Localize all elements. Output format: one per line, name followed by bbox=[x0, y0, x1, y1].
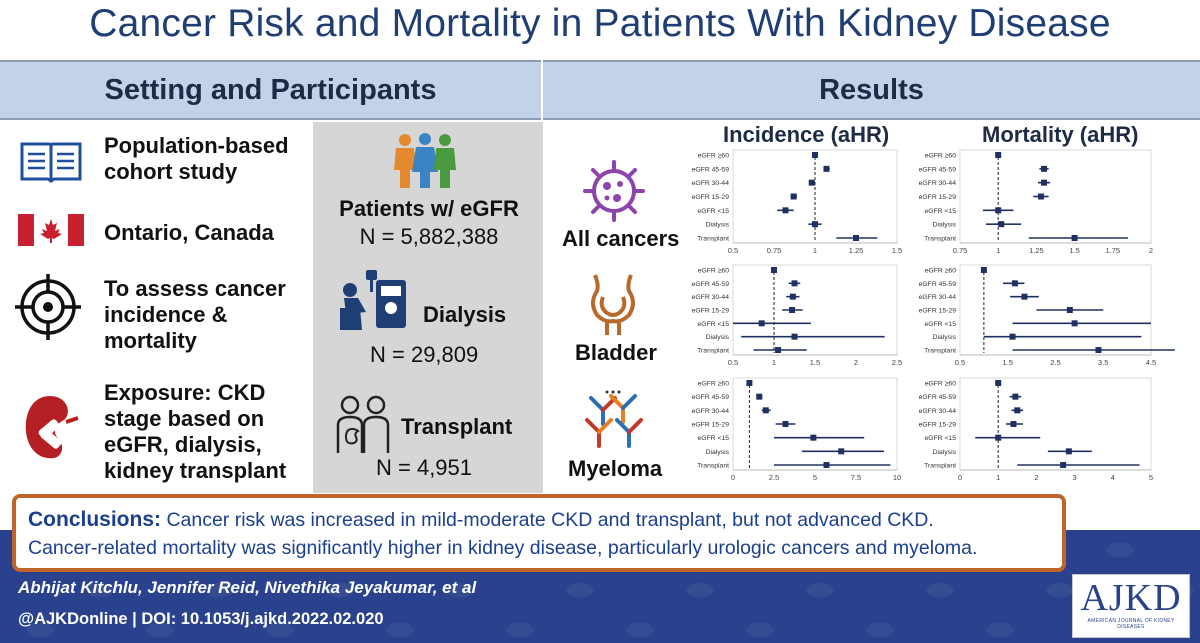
row-label: eGFR 45-59 bbox=[691, 394, 729, 402]
estimate-point bbox=[1012, 394, 1018, 400]
tick-label: 2.5 bbox=[768, 473, 780, 482]
plot-frame bbox=[733, 150, 897, 243]
estimate-point bbox=[981, 267, 987, 273]
estimate-point bbox=[791, 194, 797, 200]
row-label: eGFR 30-44 bbox=[918, 294, 956, 302]
estimate-point bbox=[1066, 448, 1072, 454]
incidence-title: Incidence (aHR) bbox=[723, 122, 890, 147]
item-cohort-line1: Population-based bbox=[104, 133, 289, 158]
item-location: Ontario, Canada bbox=[104, 220, 274, 245]
row-label: eGFR 30-44 bbox=[918, 407, 956, 415]
row-label: eGFR ≥60 bbox=[924, 267, 956, 275]
estimate-point bbox=[759, 320, 765, 326]
estimate-point bbox=[812, 221, 818, 227]
row-label: Transplant bbox=[697, 347, 729, 355]
conclusion-label: Conclusions: bbox=[28, 508, 162, 531]
tick-label: 1.25 bbox=[1029, 246, 1044, 255]
myeloma-icon bbox=[581, 390, 645, 450]
tick-label: 2 bbox=[853, 358, 859, 367]
row-label: Dialysis bbox=[932, 448, 956, 456]
estimate-point bbox=[1010, 421, 1016, 427]
cohort-egfr-label: Patients w/ eGFR bbox=[339, 196, 519, 221]
label-myeloma: Myeloma bbox=[568, 456, 663, 481]
row-label: eGFR <15 bbox=[697, 207, 729, 215]
row-label: eGFR 15-29 bbox=[918, 194, 956, 201]
estimate-point bbox=[763, 407, 769, 413]
tick-label: 0.75 bbox=[952, 246, 968, 255]
row-label: Dialysis bbox=[705, 334, 729, 342]
mortality-title: Mortality (aHR) bbox=[982, 122, 1139, 147]
row-label: Transplant bbox=[697, 235, 729, 243]
tick-label: 0.5 bbox=[727, 358, 739, 367]
plot-frame bbox=[960, 378, 1151, 470]
estimate-point bbox=[995, 380, 1001, 386]
setting-header: Setting and Participants bbox=[0, 60, 541, 120]
row-label: eGFR <15 bbox=[924, 320, 956, 328]
row-label: Dialysis bbox=[705, 221, 729, 229]
tick-label: 2.5 bbox=[891, 358, 903, 367]
estimate-point bbox=[782, 207, 788, 213]
cohort-transplant-count: N = 4,951 bbox=[376, 455, 473, 480]
row-label: eGFR 30-44 bbox=[691, 180, 729, 188]
row-label: eGFR ≥60 bbox=[697, 380, 729, 388]
tick-label: 0.5 bbox=[727, 246, 739, 255]
row-label: eGFR 45-59 bbox=[918, 280, 956, 288]
row-label: Transplant bbox=[924, 235, 956, 243]
row-label: eGFR <15 bbox=[924, 207, 956, 215]
tick-label: 5 bbox=[1148, 473, 1154, 482]
cancer-cell-icon bbox=[583, 160, 645, 222]
tick-label: 0.5 bbox=[954, 358, 966, 367]
item-exposure-line2: stage based on bbox=[104, 406, 265, 431]
row-label: eGFR <15 bbox=[697, 435, 729, 443]
estimate-point bbox=[746, 380, 752, 386]
row-label: eGFR 15-29 bbox=[918, 421, 956, 429]
row-label: Dialysis bbox=[705, 448, 729, 456]
estimate-point bbox=[1012, 280, 1018, 286]
tick-label: 1 bbox=[771, 358, 777, 367]
target-icon bbox=[14, 273, 82, 341]
estimate-point bbox=[995, 435, 1001, 441]
row-label: eGFR 45-59 bbox=[918, 394, 956, 402]
row-label: Transplant bbox=[924, 462, 956, 470]
tick-label: 3 bbox=[1072, 473, 1077, 482]
estimate-point bbox=[1067, 307, 1073, 313]
row-label: eGFR 15-29 bbox=[691, 307, 729, 315]
estimate-point bbox=[823, 462, 829, 468]
item-exposure-line3: eGFR, dialysis, bbox=[104, 432, 262, 457]
tick-label: 10 bbox=[892, 473, 902, 482]
estimate-point bbox=[995, 207, 1001, 213]
cohort-egfr-count: N = 5,882,388 bbox=[359, 224, 499, 249]
plot-frame bbox=[733, 265, 897, 355]
doi-link[interactable]: @AJKDonline | DOI: 10.1053/j.ajkd.2022.02.020 bbox=[18, 610, 384, 628]
item-cohort-line2: cohort study bbox=[104, 159, 238, 184]
tick-label: 1.75 bbox=[1105, 246, 1121, 255]
estimate-point bbox=[1072, 320, 1078, 326]
logo-subtitle: AMERICAN JOURNAL OF KIDNEY DISEASES bbox=[1087, 618, 1175, 630]
tick-label: 1.5 bbox=[891, 246, 903, 255]
authors: Abhijat Kitchlu, Jennifer Reid, Nivethika Jeyakumar, et al bbox=[18, 578, 477, 597]
row-label: Transplant bbox=[924, 347, 956, 355]
kidney-icon bbox=[20, 392, 82, 464]
plot-frame bbox=[733, 378, 897, 470]
bladder-icon bbox=[585, 271, 641, 337]
row-label: eGFR 45-59 bbox=[691, 280, 729, 288]
item-aim-line1: To assess cancer bbox=[104, 276, 286, 301]
people-icon bbox=[390, 132, 460, 190]
row-label: Transplant bbox=[697, 462, 729, 470]
conclusion-line2: Cancer-related mortality was significantly higher in kidney disease, particularly urologic cancers and myeloma. bbox=[28, 537, 978, 559]
tick-label: 0.75 bbox=[766, 246, 782, 255]
cohort-transplant-label: Transplant bbox=[401, 414, 513, 439]
item-exposure-line1: Exposure: CKD bbox=[104, 380, 266, 405]
tick-label: 2 bbox=[1148, 246, 1154, 255]
estimate-point bbox=[1072, 235, 1078, 241]
estimate-point bbox=[789, 307, 795, 313]
tick-label: 0 bbox=[730, 473, 736, 482]
estimate-point bbox=[1041, 166, 1047, 172]
estimate-point bbox=[792, 334, 798, 340]
estimate-point bbox=[782, 421, 788, 427]
row-label: eGFR 45-59 bbox=[918, 166, 956, 174]
estimate-point bbox=[775, 347, 781, 353]
estimate-point bbox=[1010, 334, 1016, 340]
row-label: eGFR ≥60 bbox=[924, 380, 956, 388]
row-label: eGFR 15-29 bbox=[691, 421, 729, 429]
cohort-dialysis-count: N = 29,809 bbox=[370, 342, 479, 367]
transplant-icon bbox=[334, 393, 394, 455]
row-label: eGFR ≥60 bbox=[924, 152, 956, 160]
estimate-point bbox=[823, 166, 829, 172]
tick-label: 0 bbox=[957, 473, 963, 482]
book-icon bbox=[20, 140, 82, 184]
plot-frame bbox=[960, 150, 1151, 243]
tick-label: 1 bbox=[996, 473, 1001, 482]
logo-text: AJKD bbox=[1080, 577, 1182, 619]
estimate-point bbox=[771, 267, 777, 273]
tick-label: 4 bbox=[1110, 473, 1115, 482]
row-label: eGFR ≥60 bbox=[697, 152, 729, 160]
estimate-point bbox=[1041, 180, 1047, 186]
estimate-point bbox=[1021, 294, 1027, 300]
tick-label: 3.5 bbox=[1098, 358, 1109, 367]
tick-label: 1.25 bbox=[848, 246, 864, 255]
page-title: Cancer Risk and Mortality in Patients With Kidney Disease bbox=[89, 2, 1111, 45]
row-label: eGFR 30-44 bbox=[691, 294, 729, 302]
estimate-point bbox=[1014, 407, 1020, 413]
row-label: Dialysis bbox=[932, 221, 956, 229]
row-label: eGFR 15-29 bbox=[691, 194, 729, 201]
ajkd-logo bbox=[1072, 574, 1190, 638]
dialysis-icon bbox=[336, 268, 416, 336]
estimate-point bbox=[853, 235, 859, 241]
estimate-point bbox=[1060, 462, 1066, 468]
item-aim-line2: incidence & bbox=[104, 302, 228, 327]
plot-frame bbox=[960, 265, 1151, 355]
tick-label: 4.5 bbox=[1145, 358, 1157, 367]
label-bladder: Bladder bbox=[575, 340, 657, 365]
tick-label: 2 bbox=[1034, 473, 1039, 482]
estimate-point bbox=[998, 221, 1004, 227]
tick-label: 1.5 bbox=[1069, 246, 1080, 255]
tick-label: 7.5 bbox=[850, 473, 862, 482]
cohort-dialysis-label: Dialysis bbox=[423, 302, 507, 327]
estimate-point bbox=[838, 448, 844, 454]
tick-label: 2.5 bbox=[1050, 358, 1061, 367]
conclusion-line1: Cancer risk was increased in mild-moderate CKD and transplant, but not advanced CKD. bbox=[166, 509, 934, 531]
row-label: eGFR 30-44 bbox=[918, 180, 956, 188]
tick-label: 1 bbox=[812, 246, 818, 255]
estimate-point bbox=[792, 280, 798, 286]
row-label: eGFR 45-59 bbox=[691, 166, 729, 174]
row-label: eGFR ≥60 bbox=[697, 267, 729, 275]
estimate-point bbox=[810, 435, 816, 441]
estimate-point bbox=[995, 152, 1001, 158]
tick-label: 1 bbox=[996, 246, 1001, 255]
results-header: Results bbox=[543, 60, 1200, 120]
row-label: eGFR <15 bbox=[697, 320, 729, 328]
estimate-point bbox=[756, 394, 762, 400]
row-label: eGFR <15 bbox=[924, 435, 956, 443]
estimate-point bbox=[1038, 194, 1044, 200]
tick-label: 1.5 bbox=[1002, 358, 1013, 367]
conclusion-box bbox=[12, 494, 1066, 572]
estimate-point bbox=[812, 152, 818, 158]
canada-flag-icon bbox=[18, 214, 84, 246]
estimate-point bbox=[790, 294, 796, 300]
item-exposure-line4: kidney transplant bbox=[104, 458, 287, 483]
tick-label: 1.5 bbox=[809, 358, 821, 367]
row-label: Dialysis bbox=[932, 334, 956, 342]
row-label: eGFR 30-44 bbox=[691, 407, 729, 415]
item-aim-line3: mortality bbox=[104, 328, 197, 353]
estimate-point bbox=[1095, 347, 1101, 353]
label-all-cancers: All cancers bbox=[562, 226, 680, 251]
estimate-point bbox=[809, 180, 815, 186]
tick-label: 5 bbox=[812, 473, 818, 482]
row-label: eGFR 15-29 bbox=[918, 307, 956, 315]
